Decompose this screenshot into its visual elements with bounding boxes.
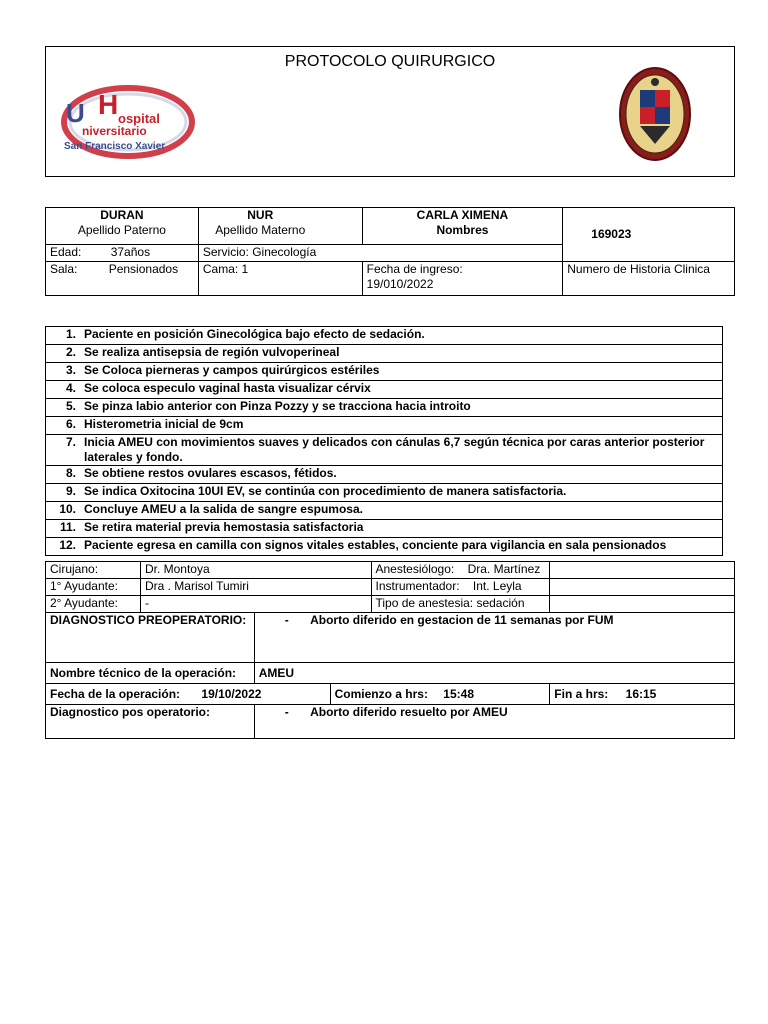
procedure-step-number: 9. [65,484,76,498]
dx-pos-dash: - [284,705,289,719]
procedure-step-cell [46,502,723,520]
fecha-ingreso-cell [362,262,563,296]
historia-number-cell [563,208,735,262]
servicio-text: Servicio: Ginecología [202,245,317,259]
servicio-cell [198,245,562,262]
procedure-step-row [46,417,723,435]
fecha-ingreso-label: Fecha de ingreso: [366,262,463,276]
procedure-step-number: 12. [59,538,76,552]
apellido-materno-value: NUR [247,208,274,222]
dx-pre-label: DIAGNOSTICO PREOPERATORIO: [46,613,255,663]
comienzo-cell [330,684,550,705]
nombres-label: Nombres [436,223,489,237]
sala-label: Sala: [50,262,78,276]
procedure-step-text: Se obtiene restos ovulares escasos, fétidos. [84,466,337,480]
dx-pos-label: Diagnostico pos operatorio: [46,705,255,739]
procedure-step-row [46,502,723,520]
procedure-step-text: Se realiza antisepsia de región vulvoperineal [84,345,340,359]
procedure-step-row [46,435,723,466]
document-title: PROTOCOLO QUIRURGICO [284,53,496,70]
procedure-step-number: 1. [65,327,76,341]
patient-info-table [45,207,735,296]
fecha-operacion-label: Fecha de la operación: [50,686,181,701]
empty-cell [550,562,735,579]
cirujano-label: Cirujano: [46,562,141,579]
cirujano-value: Dr. Montoya [140,562,371,579]
historia-number: 169023 [591,227,632,241]
university-seal [618,66,692,162]
procedure-step-number: 10. [59,502,76,516]
apellido-paterno-cell [46,208,199,245]
procedure-step-number: 4. [65,381,76,395]
svg-text:ospital: ospital [118,111,160,126]
historia-label: Numero de Historia Clinica [567,262,710,276]
procedure-step-row [46,520,723,538]
ayudante2-value: - [140,596,371,613]
procedure-step-row [46,381,723,399]
procedure-step-text: Paciente en posición Ginecológica bajo efecto de sedación. [84,327,425,341]
procedure-step-cell [46,520,723,538]
procedure-steps-table [45,326,723,556]
procedure-step-cell [46,538,723,556]
sala-cell [46,262,199,296]
anestesiologo-cell [371,562,550,579]
empty-cell [550,596,735,613]
procedure-step-text: Concluye AMEU a la salida de sangre espumosa. [84,502,363,516]
procedure-step-number: 6. [65,417,76,431]
apellido-materno-cell [198,208,362,245]
procedure-step-number: 11. [59,520,76,534]
ayudante2-label: 2° Ayudante: [46,596,141,613]
procedure-step-number: 3. [65,363,76,377]
procedure-step-row [46,363,723,381]
procedure-step-text: Se indica Oxitocina 10UI EV, se continúa con procedimiento de manera satisfactoria. [84,484,567,498]
nombre-tecnico-value: AMEU [254,663,734,684]
instrumentador-value: Int. Leyla [472,579,522,593]
instrumentador-cell [371,579,550,596]
cama-text: Cama: 1 [202,262,249,276]
procedure-step-cell [46,435,723,466]
cama-cell [198,262,362,296]
procedure-step-text: Se Coloca pierneras y campos quirúrgicos estériles [84,363,380,377]
procedure-step-text: Se coloca especulo vaginal hasta visualizar cérvix [84,381,371,395]
dx-pre-value: Aborto diferido en gestacion de 11 semanas por FUM [310,613,614,627]
procedure-step-number: 5. [65,399,76,413]
apellido-paterno-label: Apellido Paterno [77,223,166,237]
procedure-step-number: 7. [65,435,76,449]
svg-text:U: U [66,98,85,128]
procedure-step-row [46,538,723,556]
svg-text:San Francisco Xavier: San Francisco Xavier [64,141,166,152]
procedure-step-row [46,484,723,502]
apellido-materno-label: Apellido Materno [215,223,306,237]
fecha-ingreso-value: 19/010/2022 [366,277,434,291]
ayudante1-label: 1° Ayudante: [46,579,141,596]
nombres-cell [362,208,563,245]
dx-pos-value: Aborto diferido resuelto por AMEU [310,705,508,719]
procedure-step-cell [46,466,723,484]
comienzo-label: Comienzo a hrs: [334,686,428,701]
tipo-anestesia: Tipo de anestesia: sedación [371,596,550,613]
procedure-step-cell [46,327,723,345]
edad-value: 37años [110,245,151,259]
instrumentador-label: Instrumentador: [375,579,460,593]
procedure-step-cell [46,417,723,435]
procedure-step-row [46,399,723,417]
procedure-step-row [46,327,723,345]
fin-label: Fin a hrs: [554,686,609,701]
fecha-operacion-cell [46,684,331,705]
dx-pre-cell [254,613,734,663]
operation-details-table [45,561,735,739]
sala-value: Pensionados [108,262,179,276]
procedure-step-cell [46,345,723,363]
nombre-tecnico-label: Nombre técnico de la operación: [46,663,255,684]
procedure-step-cell [46,484,723,502]
procedure-step-text: Inicia AMEU con movimientos suaves y delicados con cánulas 6,7 según técnica por caras anterior posterior laterales y fondo. [84,435,705,464]
edad-label: Edad: [50,245,82,259]
historia-label-cell [563,262,735,296]
procedure-step-row [46,345,723,363]
svg-text:niversitario: niversitario [82,124,147,138]
comienzo-value: 15:48 [443,686,474,701]
edad-cell [46,245,199,262]
procedure-step-text: Histerometria inicial de 9cm [84,417,244,431]
procedure-step-cell [46,399,723,417]
procedure-step-text: Se pinza labio anterior con Pinza Pozzy y se tracciona hacia introito [84,399,471,413]
dx-pre-dash: - [284,613,289,627]
empty-cell [550,579,735,596]
anestesiologo-label: Anestesiólogo: [375,562,455,576]
procedure-step-cell [46,363,723,381]
svg-text:H: H [98,89,119,120]
procedure-step-text: Se retira material previa hemostasia satisfactoria [84,520,364,534]
procedure-step-text: Paciente egresa en camilla con signos vitales estables, conciente para vigilancia en sala pensionados [84,538,667,552]
fecha-operacion-value: 19/10/2022 [201,686,262,701]
anestesiologo-value: Dra. Martínez [467,562,541,576]
nombres-value: CARLA XIMENA [416,208,509,222]
apellido-paterno-value: DURAN [100,208,144,222]
dx-pos-cell [254,705,734,739]
ayudante1-value: Dra . Marisol Tumiri [140,579,371,596]
hospital-logo [60,72,196,168]
fin-value: 16:15 [625,686,657,701]
procedure-step-cell [46,381,723,399]
procedure-step-number: 2. [65,345,76,359]
procedure-step-row [46,466,723,484]
fin-cell [550,684,735,705]
procedure-step-number: 8. [65,466,76,480]
